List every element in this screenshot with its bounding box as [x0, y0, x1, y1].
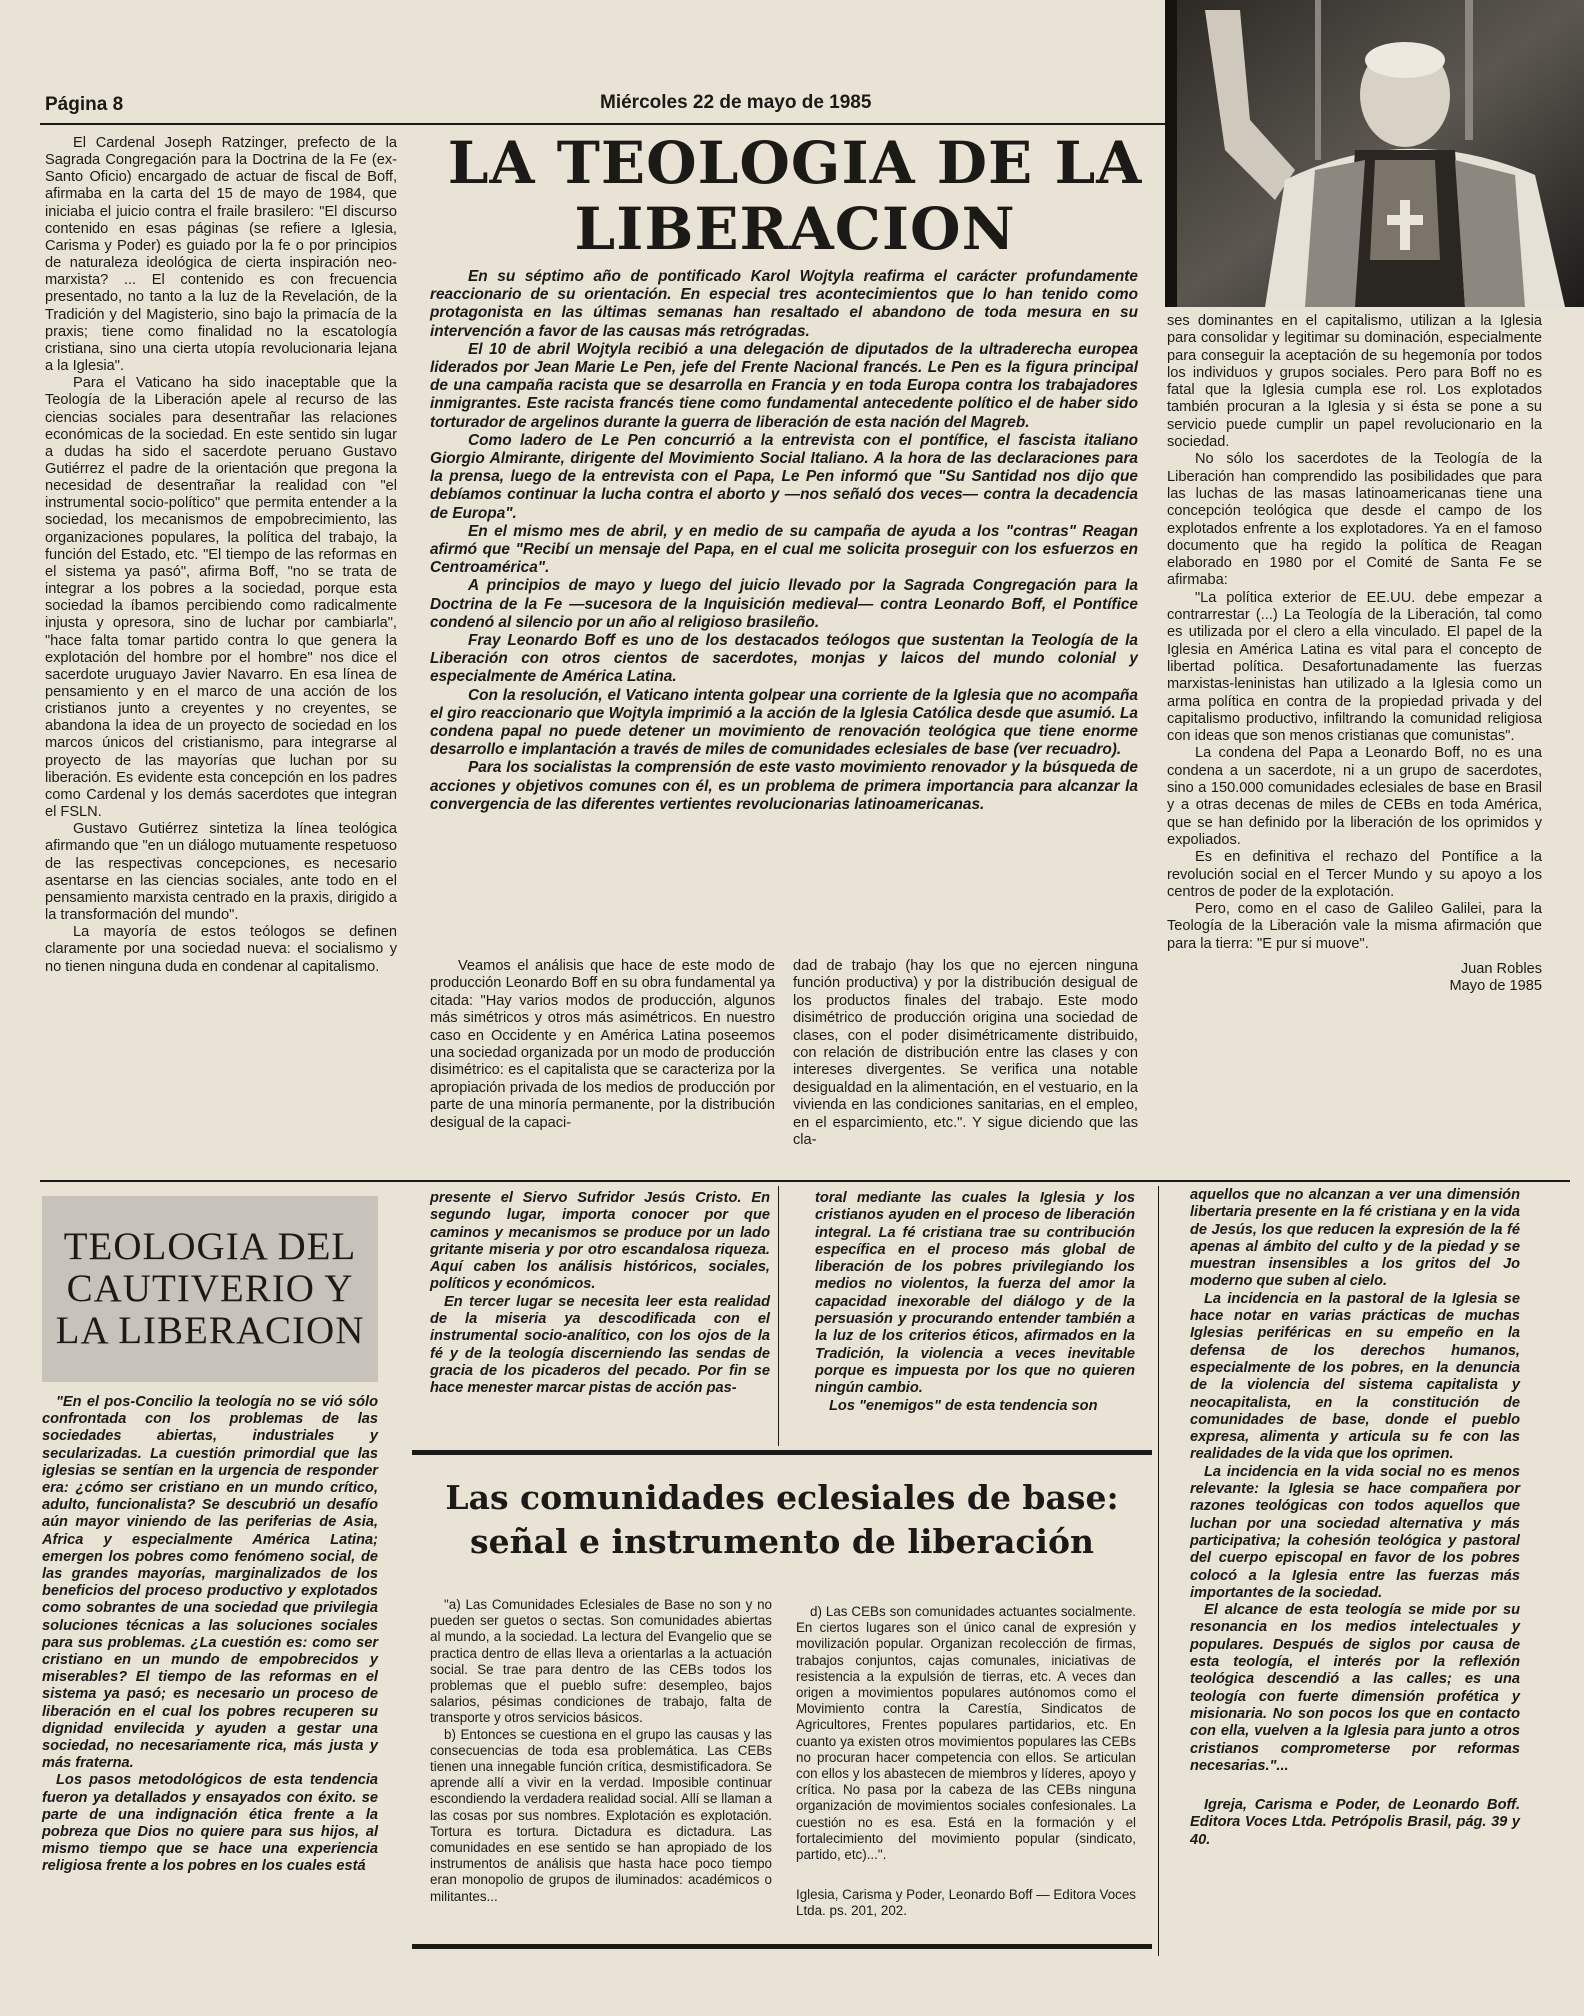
intro-paragraph: El 10 de abril Wojtyla recibió a una delegación de diputados de la ultraderecha europea liderados por Jean Marie Le Pen, jefe del Frente Nacional francés. Le Pen es la figura principal de una campaña racista que se desarrolla en Francia y en toda Europa contra los trabajadores inmigrantes. Este racista francés tiene como fundamental antecedente político el de haber sido torturador de argelinos durante la guerra de liberación de esta nación del Magreb.: [430, 340, 1138, 431]
ceb-title: [412, 1476, 1152, 1564]
cautiverio-column-3: [815, 1190, 1135, 1415]
intro-paragraph: En su séptimo año de pontificado Karol Wojtyla reafirma el carácter profundamente reaccionario de su orientación. En especial tres acontecimientos que lo han tenido como protagonista en las últimas semanas han resaltado el abandono de toda mesura en su intervención a favor de las causas más retrógradas.: [430, 268, 1138, 340]
ceb-paragraph: b) Entonces se cuestiona en el grupo las causas y las consecuencias de toda esa problemática. Las CEBs tienen una innegable función crítica, desmistificadora. Se aprende allí a vivir en la verdad. Imposible continuar escondiendo la verdadera realidad social. Allí se llaman a las cosas por sus nombres. Explotación es explotación. Tortura es tortura. Dictadura es dictadura. Las comunidades en ese sentido se han apropiado de los instrumentos de análisis que hasta hace poco tiempo eran monopolio de grupos de iluminados: académicos o militantes...: [430, 1726, 772, 1904]
cautiverio-title: [56, 1226, 365, 1352]
cautiverio-paragraph: En tercer lugar se necesita leer esta realidad de la miseria ya descodificada con el instrumental socio-analítico, con los ojos de la fé y de la teología discerniendo las sendas de gracia de los picaderos del pecado. Por fin se hace menester marcar pistas de acción pas-: [430, 1293, 770, 1397]
header-rule: [40, 123, 1165, 125]
article-paragraph: No sólo los sacerdotes de la Teología de la Liberación han comprendido las posibilidades que para las luchas de las masas latinoamericanas tiene una concepción teológica que desde el campo de los explotados enfrente a los explotadores. Ya en el famoso documento que ha regido la política de Reagan elaborado en 1980 por el Comité de Santa Fe se afirmaba:: [1167, 451, 1542, 589]
column-rule: [1158, 1186, 1159, 1956]
cautiverio-source: Igreja, Carisma e Poder, de Leonardo Boff. Editora Voces Ltda. Petrópolis Brasil, pág. 39 y 40.: [1190, 1797, 1520, 1848]
article-paragraph: La mayoría de estos teólogos se definen claramente por una sociedad nueva: el socialismo y no tienen ninguna duda en condenar al capitalismo.: [45, 924, 397, 975]
signature-name: Juan Robles: [1460, 960, 1542, 977]
main-intro: [430, 268, 1138, 814]
intro-paragraph: A principios de mayo y luego del juicio llevado por la Sagrada Congregación para la Doctrina de la Fe —sucesora de la Inquisición medieval— contra Leonardo Boff, el Pontífice condenó al silencio por un año al religioso brasileño.: [430, 577, 1138, 631]
ceb-paragraph: d) Las CEBs son comunidades actuantes socialmente. En ciertos lugares son el único canal de expresión y movilización popular. Organizan recolección de firmas, trabajos conjuntos, cajas comunales, iniciativas de resistencia a la expulsión de tierras, etc. A veces dan origen a movimientos populares autónomos como el Movimiento contra la Carestía, Sindicatos de Agricultores, Frentes populares partidarios, etc. En cuanto ya existen otros movimientos populares las CEBs no procuran hacer competencia con ellos. Se articulan con ellos y los abastecen de miembros y líderes, apoyo y crítica. No pasa por la cabeza de las CEBs ninguna organización de movimientos sociales confesionales. La cuestión no es esa. Está en la formación y el fortalecimiento del movimiento popular (sindicato, partido, etc)...".: [796, 1604, 1136, 1863]
main-title-line2: LIBERACION: [574, 195, 1016, 263]
main-title-line1: LA TEOLOGIA DE LA: [447, 129, 1143, 197]
cautiverio-title-box: [42, 1196, 378, 1382]
main-middle-column-a: [430, 958, 775, 1132]
page-number: Página 8: [45, 94, 124, 115]
page-date: Miércoles 22 de mayo de 1985: [600, 92, 872, 113]
ceb-source: Iglesia, Carisma y Poder, Leonardo Boff — Editora Voces Ltda. ps. 201, 202.: [796, 1887, 1136, 1919]
cautiverio-paragraph: Los "enemigos" de esta tendencia son: [829, 1397, 1098, 1414]
article-paragraph: Para el Vaticano ha sido inaceptable que la Teología de la Liberación apele al recurso de las ciencias sociales para desentrañar las relaciones económicas de la sociedad. En este sentido sin lugar a dudas ha sido el sacerdote peruano Gustavo Gutiérrez el padre de la orientación que pregona la necesidad de desentrañar la realidad con "el instrumental socio-político" que permita entender a la sociedad, los mecanismos de empobrecimiento, las organizaciones populares, la política del trabajo, la función del Estado, etc. "El tiempo de las reformas en el sistema ya pasó", afirma Boff, "no se trata de integrar a los pobres a la sociedad, porque esta sociedad la íbamos percibiendo como radicalmente injusta y opresora, sino de luchar por cambiarla", "hace falta tomar partido contra lo que genera la explotación del hombre por el hombre" nos dice el sacerdote uruguayo Javier Navarro. En esa línea de pensamiento y en el marco de una acción de los cristianos junto a creyentes y no creyentes, se abandona la idea de un proyecto de sociedad en los marcos únicos del cristianismo, para integrarse al proyecto de las mayorías que luchan por su liberación. Es evidente esta concepción en los padres como Cardenal y los demás sacerdotes que integran el FSLN.: [45, 375, 397, 821]
intro-paragraph: En el mismo mes de abril, y en medio de su campaña de ayuda a los "contras" Reagan afirmó que "Recibí un mensaje del Papa, en el cual me solicita proseguir con los esfuerzos en Centroamérica".: [430, 522, 1138, 577]
cautiverio-paragraph: toral mediante las cuales la Iglesia y los cristianos ayuden en el proceso de liberación integral. La fé cristiana trae su contribución específica en el proceso más global de liberación de los pobres privilegiando los medios no violentos, la fuerza del amor la capacidad inexorable del diálogo y de la persuasión y procurando entender también a la luz de los criterios éticos, afirmados en la Tradición, la violencia a veces inevitable porque es impuesta por los que no quieren ningún cambio.: [815, 1190, 1135, 1397]
main-left-column: [45, 135, 397, 976]
article-paragraph: El Cardenal Joseph Ratzinger, prefecto de la Sagrada Congregación para la Doctrina de la Fe (ex-Santo Oficio) encargado de actuar de fiscal de Boff, afirmaba en la carta del 15 de mayo de 1984, que iniciaba el juicio contra el fraile brasilero: "El discurso contenido en esas páginas (se refiere a Iglesia, Carisma y Poder) es guiado por la fe o por principios de naturaleza ideológica de cierta inspiración neo-marxista? ... El contenido es con frecuencia presentado, no tanto a la luz de la Revelación, de la Tradición y del Magisterio, sino bajo la primacía de la praxis; tiene como finalidad no la escatología cristiana, sino una cierta utopía revolucionaria lejana a la Iglesia".: [45, 135, 397, 375]
intro-paragraph: Con la resolución, el Vaticano intenta golpear una corriente de la Iglesia que no acompaña el giro reaccionario que Wojtyla imprimió a la acción de la Iglesia Católica desde que asumió. La condena papal no puede detener un movimiento de renovación teológica que tiene enorme desarrollo e implantación a través de miles de comunidades eclesiales de base (ver recuadro).: [430, 686, 1138, 759]
ceb-title-line1: Las comunidades eclesiales de base:: [445, 1478, 1119, 1517]
ceb-bottom-rule: [412, 1944, 1152, 1949]
cautiverio-paragraph: "En el pos-Concilio la teología no se vió sólo confrontada con los problemas de las sociedades abiertas, industriales y secularizadas. La cuestión primordial que las iglesias se sentían en la urgencia de responder era: ¿cómo ser cristiano en un mundo crítico, adulto, funcionalista? Se descubrió un desafío aún mayor viniendo de las periferias de Asia, Africa y especialmente América Latina; emergen los pobres como fenómeno social, de las grandes mayorías, marginalizados de los beneficios del proceso productivo y explotados como sobrantes de una sociedad que privilegia soluciones técnicas a las soluciones sociales para sus problemas. ¿La cuestión es: como ser cristiano en un mundo de empobrecidos y miserables? El tiempo de las reformas en el sistema ya pasó; es necesario un proceso de liberación en el cual los pobres recuperen su dignidad envilecida y ayuden a gestar una sociedad, no necesariamente rica, más justa y más fraterna.: [42, 1394, 378, 1772]
column-rule: [778, 1186, 779, 1446]
cautiverio-paragraph: La incidencia en la vida social no es menos relevante: la Iglesia se hace compañera por razones teológicas con todos aquellos que luchan por una sociedad alternativa y más participativa; la cohesión teológica y pastoral del cuerpo episcopal en favor de los pobres colocó a la Iglesia entre las fuerzas más importantes de la sociedad.: [1190, 1463, 1520, 1601]
cautiverio-column-2: [430, 1190, 770, 1398]
main-right-column: [1167, 313, 1542, 996]
intro-paragraph: Para los socialistas la comprensión de este vasto movimiento renovador y la búsqueda de acciones y objetivos comunes con él, es un problema de primera importancia para alcanzar la convergencia de las diferentes vertientes revolucionarias latinoamericanas.: [430, 759, 1138, 813]
ceb-top-rule: [412, 1450, 1152, 1455]
cautiverio-paragraph: Los pasos metodológicos de esta tendencia fueron ya detallados y ensayados con éxito. se parte de una indignación ética frente a la pobreza que Dios no quiere para sus hijos, al mismo tiempo que se hace una experiencia religiosa frente a los pobres en los cuales está: [42, 1772, 378, 1875]
ceb-column-1: [430, 1597, 772, 1905]
intro-paragraph: Fray Leonardo Boff es uno de los destacados teólogos que sustentan la Teología de la Liberación con otros cientos de sacerdotes, monjas y laicos del mundo colonial y especialmente de América Latina.: [430, 632, 1138, 686]
ceb-title-line2: señal e instrumento de liberación: [470, 1522, 1094, 1561]
pope-photo-image: [1165, 0, 1584, 307]
ceb-paragraph: "a) Las Comunidades Eclesiales de Base no son y no pueden ser guetos o sectas. Son comunidades abiertas al mundo, a la sociedad. La lectura del Evangelio que se practica dentro de ellas lleva a orientarlas a la actuación social. Se trae para dentro de las CEBs todos los problemas que el pueblo sufre: desempleo, bajos salarios, pésimas condiciones de trabajo, falta de transporte y otros servicios básicos.: [430, 1597, 772, 1726]
article-paragraph: Es en definitiva el rechazo del Pontífice a la revolución social en el Tercer Mundo y su apoyo a los centros de poder de la explotación.: [1167, 849, 1542, 900]
cautiverio-paragraph: presente el Siervo Sufridor Jesús Cristo. En segundo lugar, importa conocer por que caminos y mecanismos se produce por un lado gritante miseria y por otro escandalosa riqueza. Aquí caben los análisis históricos, sociales, políticos y económicos.: [430, 1190, 770, 1293]
cautiverio-column-4: [1190, 1187, 1520, 1849]
article-paragraph: Gustavo Gutiérrez sintetiza la línea teológica afirmando que "en un diálogo mutuamente respetuoso de las respectivas concepciones, es necesario asentarse en las ciencias sociales, ante todo en el pensamiento marxista centrado en la praxis, dirigido a la transformación del mundo".: [45, 821, 397, 924]
main-middle-column-b: [793, 958, 1138, 1149]
cautiverio-title-line3: LA LIBERACION: [55, 1309, 365, 1352]
signature-date: Mayo de 1985: [1449, 978, 1542, 995]
article-paragraph: Veamos el análisis que hace de este modo de producción Leonardo Boff en su obra fundamental ya citada: "Hay varios modos de producción, algunos más simétricos y otros más asimétricos. En nuestro caso en Occidente y en América Latina poseemos una sociedad organizada por un modo de producción disimétrico: es el capitalista que se caracteriza por la apropiación privada de los medios de producción por parte de una minoría permanente, por la distribución desigual de la capaci-: [430, 958, 775, 1131]
article-paragraph: Pero, como en el caso de Galileo Galilei, para la Teología de la Liberación vale la misma afirmación que para la tierra: "E pur si muove".: [1167, 901, 1542, 952]
article-paragraph: ses dominantes en el capitalismo, utilizan a la Iglesia para consolidar y legitimar su dominación, especialmente para conseguir la aceptación de su hegemonía por todos los individuos y grupos sociales. Pero para Boff no es fatal que la Iglesia cumpla ese rol. Los explotados también procuran a la Iglesia y si ésta se pone a su servicio puede cumplir un papel revolucionario en la sociedad.: [1167, 313, 1542, 451]
pope-photo: [1165, 0, 1584, 307]
cautiverio-paragraph: aquellos que no alcanzan a ver una dimensión libertaria presente en la fé cristiana y en la vida de Jesús, los que reducen la expresión de la fé apenas al ámbito del culto y de la piedad y se muestran insensibles a los gritos del Jo moderno que suben al cielo.: [1190, 1187, 1520, 1290]
article-paragraph: dad de trabajo (hay los que no ejercen ninguna función productiva) y por la distribución desigual de los productos finales del trabajo. Este modo disimétrico de producción origina una sociedad de clases, con el poder disimétricamente distribuido, con relación de distribución entre las clases y con intereses divergentes. Se verifica una notable desigualdad en la alimentación, en el vestuario, en la vivienda en las condiciones sanitarias, en el empleo, en el esparcimiento, etc.". Y sigue diciendo que las cla-: [793, 958, 1138, 1149]
ceb-column-2: [796, 1604, 1136, 1920]
article-paragraph: La condena del Papa a Leonardo Boff, no es una condena a un sacerdote, ni a un grupo de sacerdotes, sino a 150.000 comunidades eclesiales de base en Brasil y a otras decenas de miles de CEBs en toda América, que se han definido por la liberación de los oprimidos y expoliados.: [1167, 745, 1542, 848]
cautiverio-paragraph: La incidencia en la pastoral de la Iglesia se hace notar en varias prácticas de muchas Iglesias periféricas en su empeño en la defensa de los derechos humanos, especialmente de los pobres, en la denuncia de la violencia del sistema capitalista y neocapitalista, en la constitución de comunidades de base, donde el pueblo expresa, alimenta y articula su fe con las realidades de la vida que los oprimen.: [1190, 1290, 1520, 1463]
main-title: [430, 130, 1160, 262]
cautiverio-column-1: [42, 1394, 378, 1876]
cautiverio-paragraph: El alcance de esta teología se mide por su resonancia en los medios intelectuales y populares. Después de siglos por causa de esta teología, el interés por la reflexión teológica descendió a las calles; es una teología con fuerte dimensión profética y misionaria. No son pocos los que en contacto con ella, vuelven a la Iglesia para junto a otros cristianos comprometerse por reformas necesarias."...: [1190, 1602, 1520, 1774]
intro-paragraph: Como ladero de Le Pen concurrió a la entrevista con el pontífice, el fascista italiano Giorgio Almirante, dirigente del Movimiento Social Italiano. A la hora de las declaraciones para la prensa, luego de la entrevista con el Papa, Le Pen informó que "Su Santidad nos dijo que debíamos continuar la lucha contra el aborto y —nos señaló dos veces— contra la decadencia de Europa".: [430, 431, 1138, 522]
cautiverio-title-line2: CAUTIVERIO Y: [66, 1267, 354, 1310]
cautiverio-title-line1: TEOLOGIA DEL: [63, 1225, 357, 1268]
section-rule: [40, 1180, 1570, 1182]
article-paragraph: "La política exterior de EE.UU. debe empezar a contrarrestar (...) La Teología de la Liberación, tal como es utilizada por el clero a ella vinculado. El papel de la Iglesia en América Latina es vital para el concepto de libertad política. Desafortunadamente las fuerzas marxistas-leninistas han utilizado a la Iglesia como un arma política en contra de la propiedad privada y del capitalismo productivo, infiltrando la comunidad religiosa con ideas que son menos cristianas que comunistas".: [1167, 589, 1542, 745]
